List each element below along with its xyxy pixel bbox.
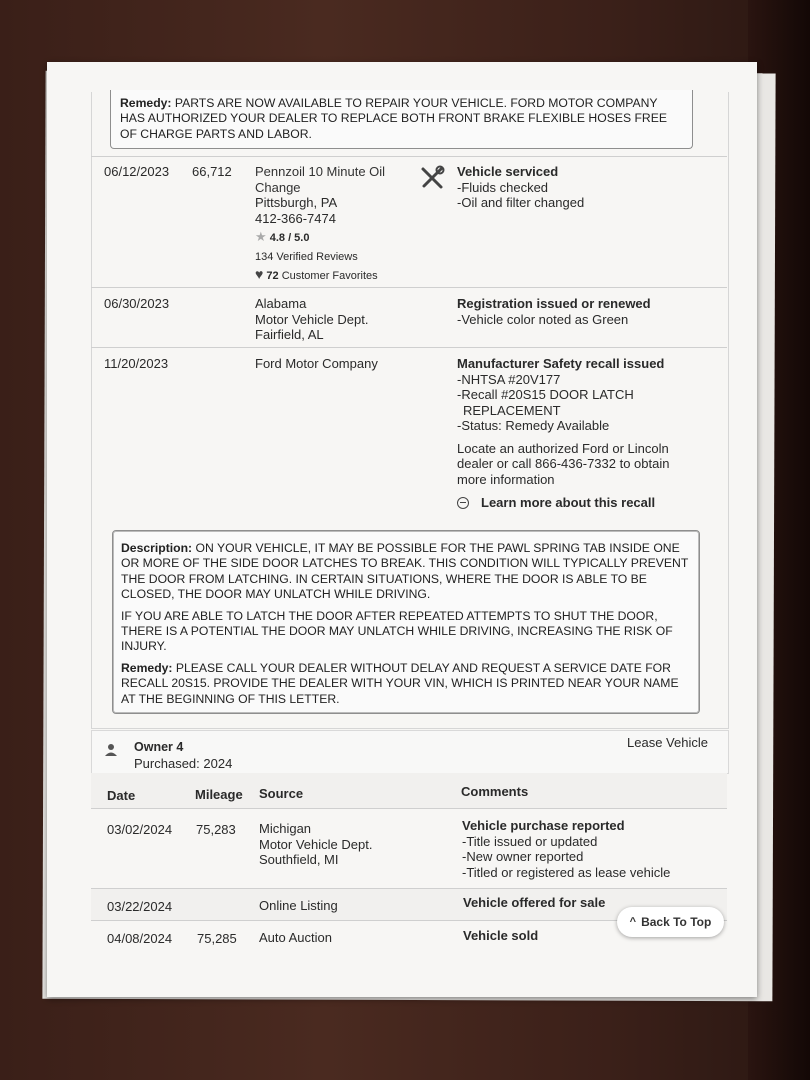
detail-line: -Status: Remedy Available [457, 418, 610, 433]
source-line: Southfield, MI [259, 852, 339, 867]
record-mileage: 75,283 [196, 822, 236, 837]
learn-more-label: Learn more about this recall [481, 495, 656, 510]
source-city: Pittsburgh, PA [255, 195, 338, 210]
header-source: Source [259, 786, 304, 801]
source-line: Alabama [255, 296, 307, 311]
record-comments [457, 356, 697, 511]
source-info [255, 164, 405, 285]
record-date: 06/12/2023 [104, 164, 170, 179]
rating-row [255, 229, 405, 247]
wrench-screwdriver-icon [419, 165, 445, 191]
owner-title: Owner 4 [134, 740, 184, 754]
record-source: Online Listing [259, 898, 338, 913]
record-date: 06/30/2023 [104, 296, 170, 311]
event-title: Vehicle purchase reported [462, 818, 625, 833]
source-phone[interactable]: 412-366-7474 [255, 210, 336, 226]
record-date: 03/02/2024 [107, 822, 173, 837]
description-text: ON YOUR VEHICLE, IT MAY BE POSSIBLE FOR THE PAWL SPRING TAB INSIDE ONE OR MORE OF THE SIDE DOOR LATCHES TO BREAK. THIS CONDITION WILL TYPICALLY PREVENT THE DOOR FROM LATCHING. IN CERTAIN SITUATIONS, WHERE THE DOOR IS ABLE TO BE CLOSED, THE DOOR MAY UNLATCH WHILE DRIVING. [121, 541, 689, 602]
record-source: Ford Motor Company [255, 356, 378, 371]
source-name[interactable]: Pennzoil 10 Minute Oil Change [255, 164, 386, 195]
divider [91, 287, 727, 288]
detail-line: -Vehicle color noted as Green [457, 311, 629, 327]
rating-value: 4.8 / 5.0 [269, 232, 310, 244]
learn-more-link[interactable] [457, 495, 697, 511]
report-page [47, 62, 757, 997]
record-comments [457, 296, 697, 327]
person-icon [104, 743, 118, 757]
recall-remedy-paragraph [121, 661, 691, 707]
detail-line: -New owner reported [462, 849, 584, 864]
owner4-info [134, 740, 232, 771]
header-comments: Comments [461, 784, 529, 799]
event-title: Registration issued or renewed [457, 296, 651, 311]
detail-line: -Recall #20S15 DOOR LATCH [457, 387, 634, 402]
event-title: Manufacturer Safety recall issued [457, 356, 665, 371]
detail-line: REPLACEMENT [463, 402, 561, 418]
description-label: Description: [121, 541, 193, 555]
collapse-icon [457, 497, 469, 509]
verified-reviews[interactable]: 134 Verified Reviews [255, 250, 358, 263]
remedy-label: Remedy: [120, 96, 172, 110]
event-title: Vehicle offered for sale [463, 895, 606, 910]
source-line: Motor Vehicle Dept. [255, 311, 369, 327]
header-mileage: Mileage [195, 787, 243, 802]
owner-purchased: Purchased: 2024 [134, 755, 233, 771]
detail-line: -Titled or registered as lease vehicle [462, 864, 671, 880]
back-to-top-button[interactable] [617, 907, 724, 937]
record-source: Auto Auction [259, 930, 332, 945]
record-date: 11/20/2023 [104, 356, 169, 371]
heart-icon: ♥ [255, 266, 264, 282]
divider [91, 156, 727, 157]
record-date: 03/22/2024 [107, 899, 173, 914]
record-mileage: 75,285 [197, 931, 237, 946]
header-date: Date [107, 788, 136, 803]
record-date: 04/08/2024 [107, 931, 173, 946]
source-info [259, 821, 372, 868]
record-comments [462, 818, 712, 880]
detail-line: -Fluids checked [457, 179, 549, 195]
source-line: Michigan [259, 821, 312, 836]
divider [91, 808, 727, 809]
description-paragraph [121, 541, 691, 603]
record-mileage: 66,712 [192, 164, 232, 179]
injury-paragraph: IF YOU ARE ABLE TO LATCH THE DOOR AFTER REPEATED ATTEMPTS TO SHUT THE DOOR, THERE IS A POTENTIAL THE DOOR MAY UNLATCH WHILE DRIVING, INCREASING THE RISK OF INJURY. [121, 608, 673, 654]
recall-description-box [112, 530, 700, 714]
source-line: Motor Vehicle Dept. [259, 836, 373, 852]
source-info [255, 296, 368, 343]
event-title: Vehicle serviced [457, 164, 559, 179]
remedy-text: PLEASE CALL YOUR DEALER WITHOUT DELAY AND REQUEST A SERVICE DATE FOR RECALL 20S15. PROVIDE THE DEALER WITH YOUR VIN, WHICH IS PRINTED NEAR YOUR NAME AT THE BEGINNING OF THIS LETTER. [121, 660, 679, 706]
back-to-top-label: Back To Top [641, 915, 712, 929]
detail-line: -Title issued or updated [462, 833, 598, 849]
locate-dealer-text: Locate an authorized Ford or Lincoln dealer or call 866-436-7332 to obtain more information [457, 440, 670, 487]
remedy-text: PARTS ARE NOW AVAILABLE TO REPAIR YOUR VEHICLE. FORD MOTOR COMPANY HAS AUTHORIZED YOUR DEALER TO REPLACE BOTH FRONT BRAKE FLEXIBLE HOSES FREE OF CHARGE PARTS AND LABOR. [120, 96, 667, 141]
remedy-label: Remedy: [121, 660, 173, 675]
owner-type: Lease Vehicle [627, 735, 708, 750]
favorites-row [255, 267, 405, 285]
divider [91, 347, 727, 348]
star-icon: ★ [255, 229, 267, 244]
source-line: Fairfield, AL [255, 327, 324, 342]
event-title: Vehicle sold [463, 928, 539, 943]
record-comments [457, 164, 697, 211]
detail-line: -Oil and filter changed [457, 195, 585, 210]
table-header [91, 773, 727, 808]
detail-line: -NHTSA #20V177 [457, 371, 561, 387]
favorites-count: 72 [266, 270, 279, 282]
favorites-label: Customer Favorites [281, 270, 378, 282]
chevron-up-icon: ^ [629, 916, 637, 928]
